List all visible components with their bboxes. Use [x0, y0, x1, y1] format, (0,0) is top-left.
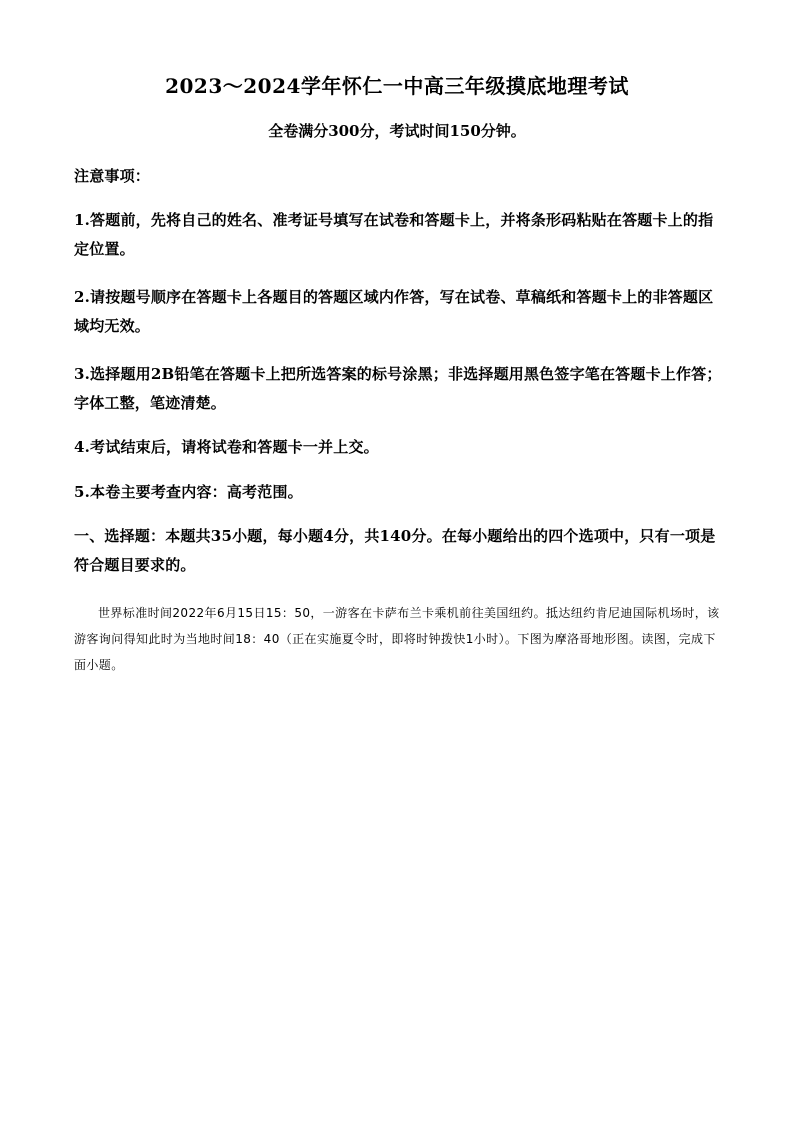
notice-item-1: 1.答题前，先将自己的姓名、准考证号填写在试卷和答题卡上，并将条形码粘贴在答题卡上的指定位置。 [74, 211, 714, 258]
section-heading: 一、选择题：本题共35小题，每小题4分，共140分。在每小题给出的四个选项中，只有一项是符合题目要求的。 [74, 527, 716, 574]
notice-item-4: 4.考试结束后，请将试卷和答题卡一并上交。 [74, 438, 379, 456]
exam-title: 2023～2024学年怀仁一中高三年级摸底地理考试 [165, 74, 629, 98]
notice-item-2: 2.请按题号顺序在答题卡上各题目的答题区域内作答，写在试卷、草稿纸和答题卡上的非答题区域均无效。 [74, 288, 714, 335]
question-passage: 世界标准时间2022年6月15日15：50，一游客在卡萨布兰卡乘机前往美国纽约。抵达纽约肯尼迪国际机场时，该游客询问得知此时为当地时间18：40（正在实施夏令时，即将时钟拨快1小时）。下图为摩洛哥地形图。读图，完成下面小题。 [74, 606, 720, 672]
exam-subtitle: 全卷满分300分，考试时间150分钟。 [268, 122, 526, 140]
notice-item-5: 5.本卷主要考查内容：高考范围。 [74, 483, 303, 501]
notice-item-3: 3.选择题用2B铅笔在答题卡上把所选答案的标号涂黑；非选择题用黑色签字笔在答题卡上作答；字体工整，笔迹清楚。 [74, 365, 722, 412]
notice-heading: 注意事项： [74, 167, 151, 185]
